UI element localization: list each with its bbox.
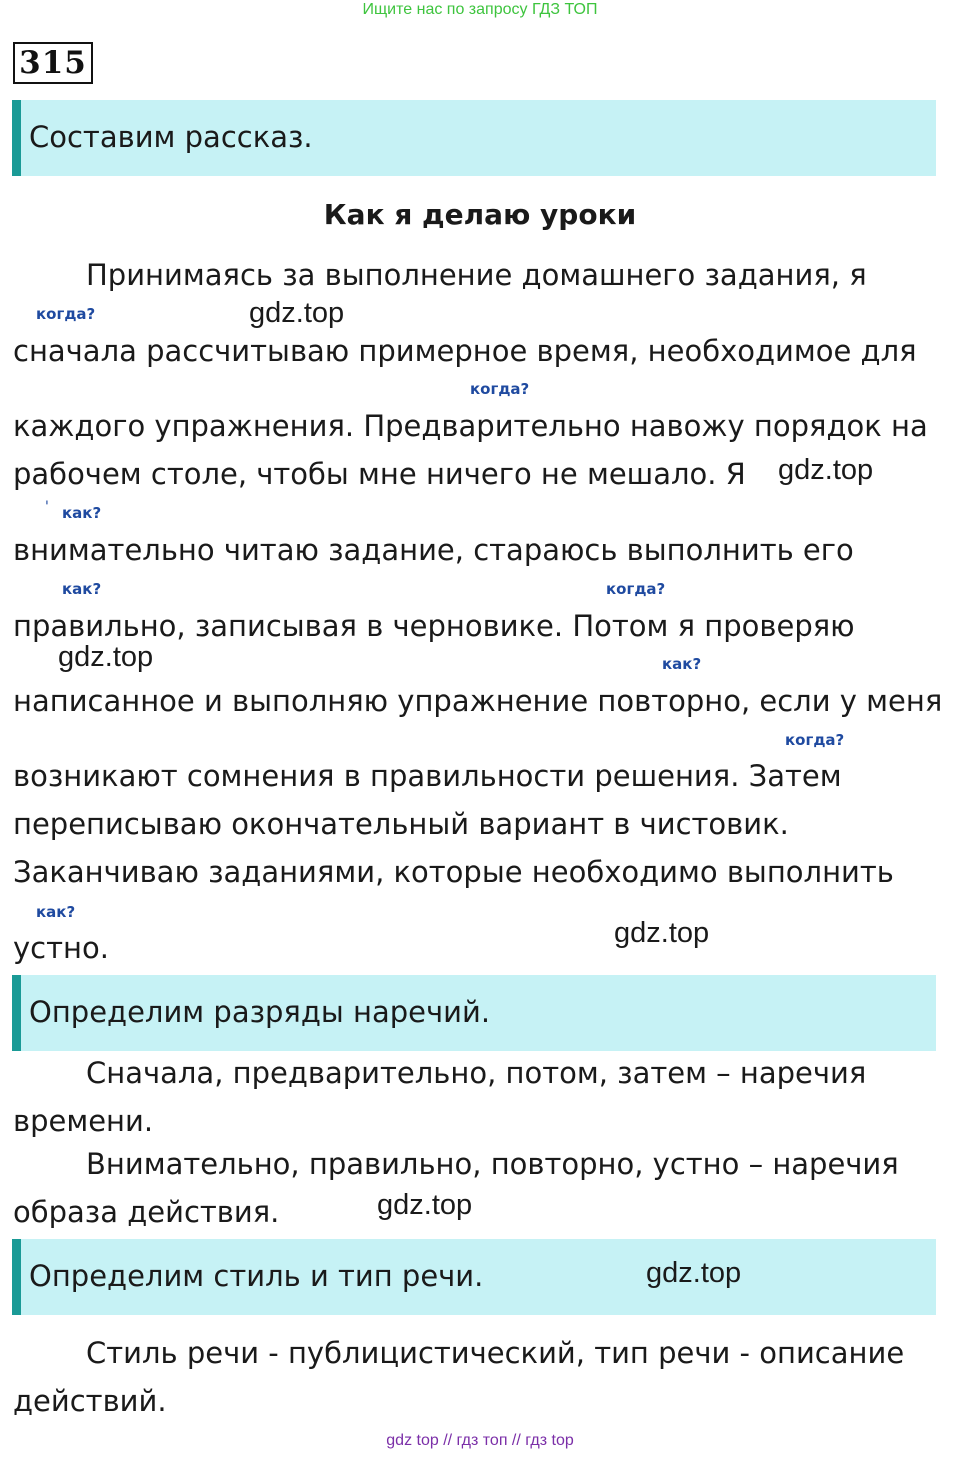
watermark: gdz.top (614, 917, 710, 949)
story-line-6: правильно, записывая в черновике. Потом я проверяю (13, 609, 855, 643)
story-line-5: внимательно читаю задание, стараюсь выполнить его (13, 533, 854, 567)
question-label: как? (36, 903, 76, 921)
story-line-3: каждого упражнения. Предварительно навожу порядок на (13, 409, 928, 443)
section-style-label: Определим стиль и тип речи. (29, 1259, 484, 1293)
story-line-1: Принимаясь за выполнение домашнего задания, я (86, 258, 867, 292)
story-line-2: сначала рассчитываю примерное время, необходимое для (13, 334, 917, 368)
section-compose-label: Составим рассказ. (29, 120, 313, 154)
adverbs-time-line2: времени. (13, 1104, 154, 1138)
watermark: gdz.top (646, 1257, 742, 1289)
section-compose (12, 100, 936, 176)
story-line-7: написанное и выполняю упражнение повторно, если у меня (13, 684, 943, 718)
question-label: как? (62, 580, 102, 598)
section-adverbs (12, 975, 936, 1051)
style-line2: действий. (13, 1384, 167, 1418)
top-banner[interactable]: Ищите нас по запросу ГДЗ ТОП (362, 1, 598, 18)
question-label: как? (662, 655, 702, 673)
question-label: когда? (785, 731, 845, 749)
watermark: gdz.top (377, 1189, 473, 1221)
story-line-11: устно. (13, 931, 109, 965)
watermark: gdz.top (58, 641, 154, 673)
section-adverbs-label: Определим разряды наречий. (29, 995, 491, 1029)
watermark: gdz.top (778, 454, 874, 486)
adverbs-manner-line1: Внимательно, правильно, повторно, устно – наречия (86, 1147, 899, 1181)
question-label: как? (62, 504, 102, 522)
story-line-4: рабочем столе, чтобы мне ничего не мешало. Я (13, 457, 746, 491)
section-style (12, 1239, 936, 1315)
story-title: Как я делаю уроки (323, 198, 637, 231)
task-number: 315 (13, 42, 93, 84)
question-label: когда? (36, 305, 96, 323)
style-line1: Стиль речи - публицистический, тип речи - описание (86, 1336, 905, 1370)
caret-mark: ' (45, 499, 49, 515)
adverbs-time-line1: Сначала, предварительно, потом, затем – наречия (86, 1056, 867, 1090)
adverbs-manner-line2: образа действия. (13, 1195, 280, 1229)
question-label: когда? (470, 380, 530, 398)
question-label: когда? (606, 580, 666, 598)
footer-links[interactable]: gdz top // гдз топ // гдз top (386, 1432, 574, 1449)
watermark: gdz.top (249, 297, 345, 329)
story-line-10: Заканчиваю заданиями, которые необходимо выполнить (13, 855, 894, 889)
story-line-9: переписываю окончательный вариант в чистовик. (13, 807, 789, 841)
story-line-8: возникают сомнения в правильности решения. Затем (13, 759, 842, 793)
